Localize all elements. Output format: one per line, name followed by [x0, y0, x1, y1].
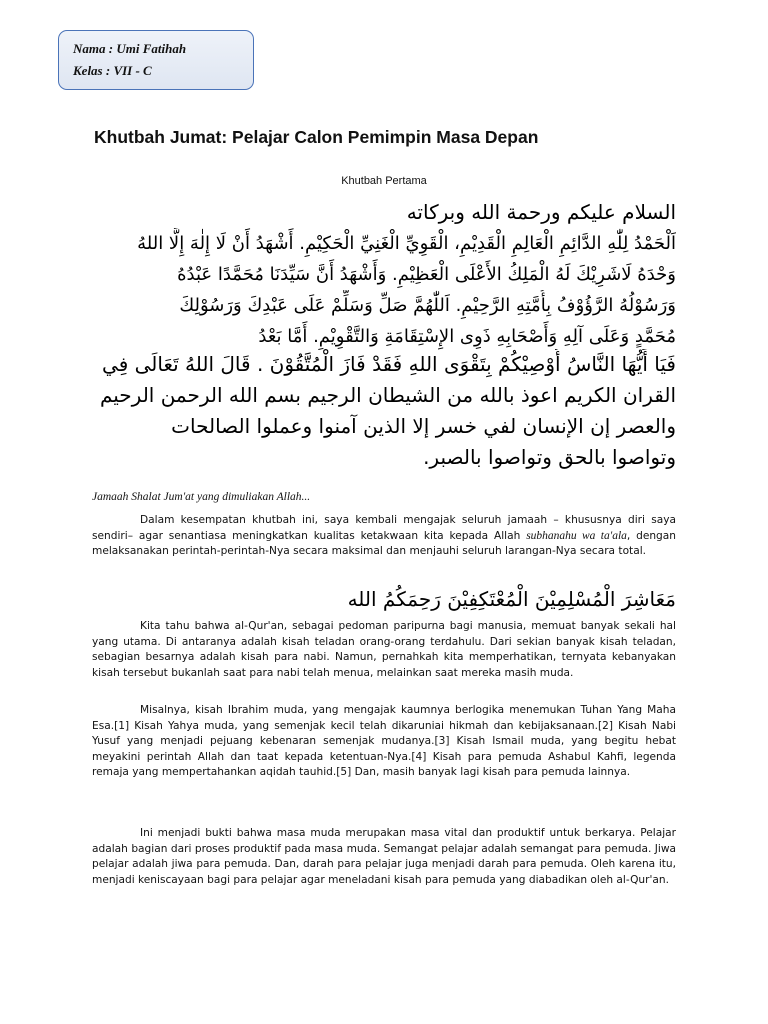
paragraph-3: Misalnya, kisah Ibrahim muda, yang mengajak kaumnya berlogika menemukan Tuhan Yang Maha Esa.[1] Kisah Yahya muda, yang semenjak kecil telah dikaruniai hikmah dan kebijaksanaan.[2] Kisah Nabi Yusuf yang menjadi pejuang kebenaran semenjak mudanya.[3] Kisah Ismail muda, yang begitu hebat meyakini perintah Allah dan taat kepada ketentuan-Nya.[4] Kisah para pemuda Ashabul Kahfi, legenda remaja yang mempertahankan aqidah tauhid.[5] Dan, masih banyak lagi kisah para pemuda lainnya. — [92, 704, 676, 778]
student-name: Nama : Umi Fatihah — [73, 41, 187, 56]
arabic-wasiat-line: والعصر إن الإنسان لفي خسر إلا الذين آمنوا وعملوا الصالحات — [171, 414, 676, 438]
arabic-address-line: مَعَاشِرَ الْمُسْلِمِيْنَ الْمُعْتَكِفِيْنَ رَحِمَكُمُ الله — [347, 587, 676, 611]
paragraph-2: Kita tahu bahwa al-Qur'an, sebagai pedoman paripurna bagi manusia, memuat banyak sekali hal yang utama. Di antaranya adalah kisah teladan orang-orang terdahulu. Dari sekian banyak kisah teladan, sebagian besarnya adalah kisah para nabi. Namun, pernahkah kita memperhatikan, ternyata kebanyakan kisah tersebut bukanlah saat para nabi telah menua, melainkan saat mereka masih muda. — [92, 620, 676, 679]
paragraph-1-text: Dalam kesempatan khutbah ini, saya kembali mengajak seluruh jamaah – khususnya diri saya sendiri– agar senantiasa meningkatkan kualitas ketakwaan kita kepada Allah — [92, 514, 676, 542]
paragraph-1-text-end: , dengan melaksanakan perintah-perintah-Nya secara maksimal dan menjauhi seluruh larangan-Nya secara total. — [92, 529, 676, 557]
student-info-box — [58, 30, 254, 90]
arabic-opening-line: اَلْحَمْدُ لِلّٰهِ الدَّائِمِ الْعَالِمِ الْقَدِيْمِ، الْقَوِيِّ الْغَنِيِّ الْحَكِيْمِ. أَشْهَدُ أَنْ لَا إِلٰهَ إِلَّا اللهُ — [137, 233, 676, 254]
section-subtitle: Khutbah Pertama — [341, 175, 427, 187]
arabic-wasiat-line: القران الكريم اعوذ بالله من الشيطان الرجيم بسم الله الرحمن الرحيم — [99, 383, 676, 407]
arabic-salam-line: السلام عليكم ورحمة الله وبركاته — [406, 200, 676, 224]
paragraph-1 — [92, 513, 676, 560]
student-class: Kelas : VII - C — [73, 63, 152, 78]
arabic-opening-line: وَرَسُوْلُهُ الرَّؤُوْفُ بِأُمَّتِهِ الرَّحِيْمِ. اَللّٰهُمَّ صَلِّ وَسَلِّمْ عَلَى عَبْدِكَ وَرَسُوْلِكَ — [179, 295, 676, 316]
arabic-salam — [92, 195, 676, 229]
document-title: Khutbah Jumat: Pelajar Calon Pemimpin Masa Depan — [94, 127, 539, 147]
jamaah-greeting: Jamaah Shalat Jum'at yang dimuliakan Allah... — [92, 491, 311, 503]
arabic-opening-line: مُحَمَّدٍ وَعَلَى آلِهِ وَأَصْحَابِهِ ذَوِى الإِسْتِقَامَةِ وَالتَّقْوِيْمِ. أَمَّا بَعْدُ — [258, 326, 676, 347]
arabic-address — [92, 582, 676, 616]
arabic-opening-prayer — [92, 228, 676, 352]
arabic-opening-line: وَحْدَهُ لَاشَرِيْكَ لَهُ الْمَلِكُ الأَعْلَى الْعَظِيْمِ. وَأَشْهَدُ أَنَّ سَيِّدَنَا مُحَمَّدًا عَبْدُهُ — [177, 264, 676, 285]
arabic-wasiat — [92, 349, 676, 473]
arabic-wasiat-line: فَيَا أَيُّهَا النَّاسُ أُوْصِيْكُمْ بِتَقْوَى اللهِ فَقَدْ فَازَ الْمُتَّقُوْنَ . قَالَ اللهُ تَعَالَى فِي — [102, 352, 676, 376]
paragraph-1-italic: subhanahu wa ta'ala — [526, 529, 627, 542]
paragraph-4: Ini menjadi bukti bahwa masa muda merupakan masa vital dan produktif untuk berkarya. Pelajar adalah bagian dari proses produktif pada masa muda. Semangat pelajar adalah semangat para pemuda. Jiwa pelajar adalah jiwa para pemuda. Dan, darah para pelajar juga menjadi darah para pemuda. Oleh karena itu, menjadi keniscayaan bagi para pelajar agar meneladani kisah para pemuda yang diabadikan oleh al-Qur'an. — [92, 827, 676, 886]
arabic-wasiat-line: وتواصوا بالحق وتواصوا بالصبر. — [423, 445, 676, 469]
